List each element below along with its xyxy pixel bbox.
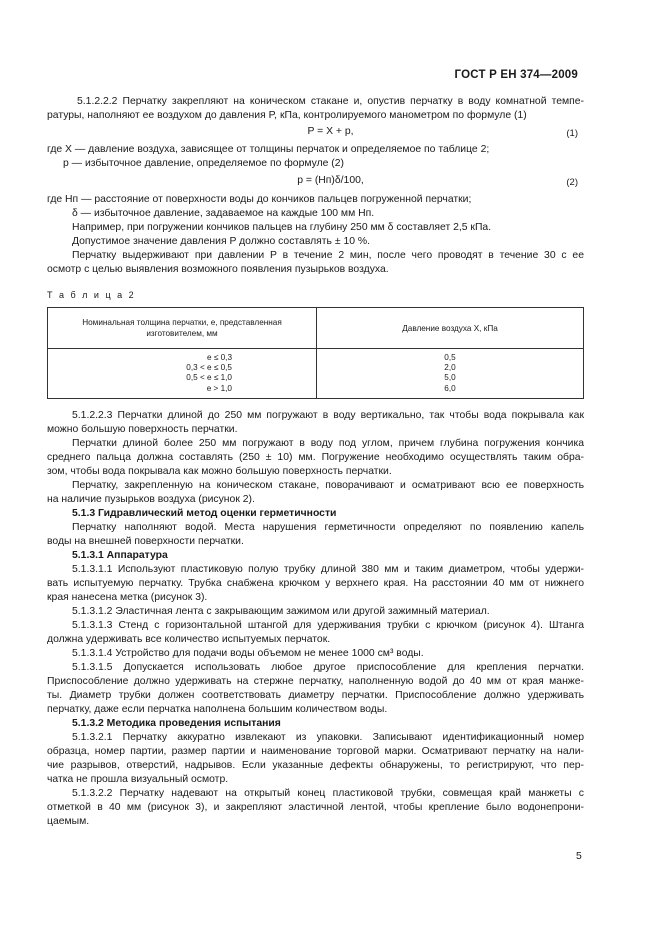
paragraph-line: Например, при погружении кончиков пальцев на глубину 250 мм δ составляет 2,5 кПа.: [72, 222, 492, 233]
formula-2-number: (2): [566, 177, 578, 188]
paragraph-line: цаемым.: [47, 816, 90, 827]
paragraph-line: Перчатку выдерживают при давлении P в течение 2 мин, после чего проводят в течение 30 с ее: [72, 250, 584, 261]
table-cell: e > 1,0: [206, 383, 232, 393]
paragraph-line: Перчатку наполняют водой. Места нарушения герметичности определяют по появлению капель: [72, 522, 584, 533]
paragraph-line: где Hп — расстояние от поверхности воды до кончиков пальцев погруженной перчатки;: [47, 194, 472, 205]
table-caption: Т а б л и ц а 2: [47, 290, 136, 300]
paragraph-line: 5.1.3.2.1 Перчатку аккуратно извлекают из упаковки. Записывают идентификационный номер: [72, 732, 584, 743]
paragraph-line: 5.1.2.2.2 Перчатку закрепляют на коническом стакане и, опустив перчатку в воду комнатной темпе-: [77, 96, 584, 107]
paragraph-line: воды на внешней поверхности перчатки.: [47, 536, 244, 547]
paragraph-line: зом, чтобы вода покрывала как можно большую поверхность перчатки.: [47, 466, 392, 477]
paragraph-line: 5.1.3.2.2 Перчатку надевают на открытый конец пластиковой трубки, совмещая край манжеты с: [72, 788, 584, 799]
section-heading-5-1-3-2: 5.1.3.2 Методика проведения испытания: [72, 718, 281, 729]
paragraph-line: вать испытуемую перчатку. Трубка снабжена крючком у верхнего края. На расстоянии 40 мм от нижнего: [47, 578, 584, 589]
paragraph-line: отметкой в 40 мм (рисунок 3), и закрепляют эластичной лентой, чтобы крепление было водонепрони-: [47, 802, 584, 813]
paragraph-line: 5.1.2.2.3 Перчатки длиной до 250 мм погружают в воду вертикально, так чтобы вода покрывала как: [72, 410, 584, 421]
paragraph-line: чатка не прошла визуальный осмотр.: [47, 774, 229, 785]
paragraph-line: образца, номер партии, размер партии и наименование торговой марки. Осматривают перчатку на нали-: [47, 746, 584, 757]
paragraph-line: перчатку, даже если перчатка наполнена большим количеством воды.: [47, 704, 388, 715]
table-cell-thickness: [48, 349, 317, 399]
paragraph-line: осмотр с целью выявления возможного появления пузырьков воздуха.: [47, 264, 389, 275]
table-header-row: [48, 308, 584, 349]
table-header-line: Номинальная толщина перчатки, e, представленная: [82, 318, 282, 327]
paragraph-line: на наличие пузырьков воздуха (рисунок 2).: [47, 494, 255, 505]
paragraph-line: δ — избыточное давление, задаваемое на каждые 100 мм Hп.: [72, 208, 375, 219]
formula-1-number: (1): [566, 128, 578, 139]
table-cell: 0,5: [444, 353, 456, 362]
paragraph-line: ратуры, наполняют ее воздухом до давления P, кПа, контролируемого манометром по формуле (1): [47, 110, 527, 121]
paragraph-line: 5.1.3.1.2 Эластичная лента с закрывающим зажимом или другой зажимный материал.: [72, 606, 490, 617]
table-cell: 0,5 < e ≤ 1,0: [186, 373, 232, 383]
table-cell-pressure: [317, 349, 584, 399]
paragraph-line: Перчатки длиной более 250 мм погружают в воду под углом, причем глубина погружения кончика: [72, 438, 584, 449]
paragraph-line: края нанесена метка (рисунок 3).: [47, 592, 208, 603]
formula-1: P = X + p,: [307, 126, 354, 137]
paragraph-line: среднего пальца должна составлять (250 ± 10) мм. Погружение необходимо осуществлять таким обра-: [47, 452, 584, 463]
paragraph-line: можно большую поверхность перчатки.: [47, 424, 238, 435]
paragraph-line: Допустимое значение давления P должно составлять ± 10 %.: [72, 236, 371, 247]
table-cell: 6,0: [444, 383, 456, 393]
table-header-line: изготовителем, мм: [146, 329, 218, 338]
table-cell: e ≤ 0,3: [207, 353, 232, 362]
paragraph-line: Приспособление должно удерживать на стержне перчатку, наполненную водой до 40 мм от края манже-: [47, 676, 584, 687]
formula-2: p = (Hп)δ/100,: [297, 175, 364, 186]
section-heading-5-1-3: 5.1.3 Гидравлический метод оценки герметичности: [72, 508, 337, 519]
table-cell: 5,0: [444, 373, 456, 383]
paragraph-line: 5.1.3.1.5 Допускается использовать любое другое приспособление для крепления перчатки.: [72, 662, 584, 673]
table-cell: 2,0: [444, 363, 456, 373]
paragraph-line: p — избыточное давление, определяемое по формуле (2): [63, 158, 345, 169]
table-header-pressure: Давление воздуха X, кПа: [317, 308, 584, 349]
table-body-row: [48, 349, 584, 399]
paragraph-line: где X — давление воздуха, зависящее от толщины перчаток и определяемое по таблице 2;: [47, 144, 490, 155]
table-cell: 0,3 < e ≤ 0,5: [186, 363, 232, 373]
paragraph-line: Перчатку, закрепленную на коническом стакане, поворачивают и осматривают всю ее поверхность: [72, 480, 584, 491]
paragraph-line: чие разрывов, отверстий, надрывов. Если указанные дефекты обнаружены, то регистрируют, что пер-: [47, 760, 584, 771]
paragraph-line: 5.1.3.1.3 Стенд с горизонтальной штангой для удерживания трубки с крючком (рисунок 4). Штанга: [72, 620, 584, 631]
document-header: ГОСТ Р ЕН 374—2009: [454, 69, 578, 81]
page-number: 5: [576, 851, 582, 862]
section-heading-5-1-3-1: 5.1.3.1 Аппаратура: [72, 550, 168, 561]
table-2: [47, 307, 584, 399]
table-header-thickness: [48, 308, 317, 349]
paragraph-line: должна удерживать все количество испытуемых перчаток.: [47, 634, 331, 645]
paragraph-line: 5.1.3.1.4 Устройство для подачи воды объемом не менее 1000 см³ воды.: [72, 648, 424, 659]
paragraph-line: 5.1.3.1.1 Используют пластиковую полую трубку длиной 380 мм и таким диаметром, чтобы удержи-: [72, 564, 584, 575]
paragraph-line: ты. Диаметр трубки должен соответствовать диаметру перчатки. Приспособление должно удерживать: [47, 690, 584, 701]
